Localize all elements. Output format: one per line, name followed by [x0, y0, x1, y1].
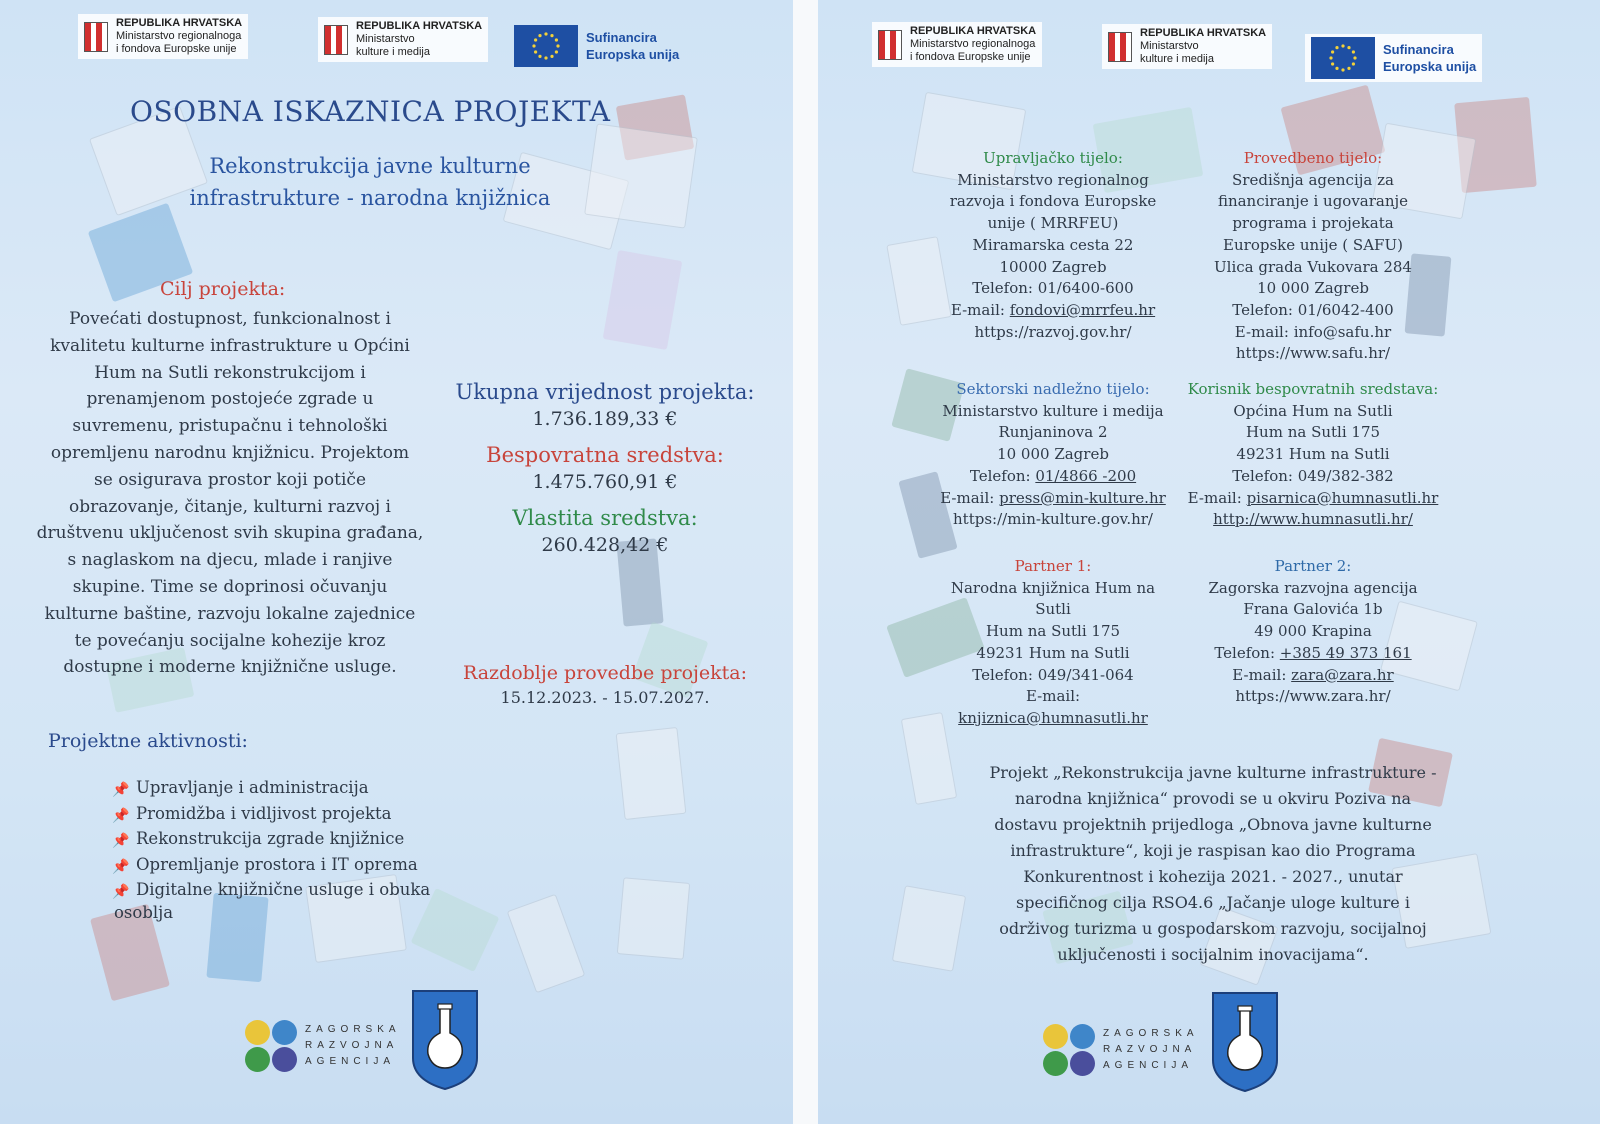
- ministry-line: i fondova Europske unije: [116, 43, 237, 55]
- book-illustration: [584, 123, 698, 228]
- goal-line: kvalitetu kulturne infrastrukture u Općini: [50, 335, 410, 356]
- book-illustration: [616, 727, 687, 820]
- description-line: uključenosti i socijalnim inovacijama“.: [1057, 945, 1369, 964]
- hum-na-sutli-coat-of-arms-icon: [1210, 990, 1280, 1094]
- project-subtitle: [160, 150, 580, 214]
- description-line: infrastrukture“, koji je raspisan kao dio Programa: [1010, 841, 1416, 860]
- email-link[interactable]: fondovi@mrrfeu.hr: [1009, 300, 1156, 319]
- phone-line: [1178, 643, 1448, 665]
- republic-label: REPUBLIKA HRVATSKA: [910, 25, 1037, 37]
- list-item: [112, 801, 430, 827]
- email-label: E-mail:: [940, 488, 1000, 507]
- info-line: Runjaninova 2: [998, 423, 1108, 442]
- info-line: 10 000 Zagreb: [997, 445, 1109, 464]
- info-line: Telefon: 01/6042-400: [1232, 300, 1394, 319]
- zra-text-line: RAZVOJNA: [1103, 1044, 1197, 1055]
- email-label: E-mail:: [1232, 665, 1292, 684]
- hum-na-sutli-coat-of-arms-icon: [410, 988, 480, 1092]
- goal-text: [25, 306, 435, 681]
- phone-link[interactable]: +385 49 373 161: [1279, 643, 1412, 662]
- web-link[interactable]: https://www.safu.hr/: [1235, 344, 1391, 363]
- ministry-regional-logo: [872, 22, 1042, 67]
- ministry-line: kulture i medija: [356, 46, 430, 58]
- eu-flag-icon: [514, 25, 578, 67]
- email-line: [1178, 665, 1448, 687]
- republic-label: REPUBLIKA HRVATSKA: [1140, 27, 1267, 39]
- partner-1-heading: Partner 1:: [1014, 557, 1092, 575]
- eu-label: Sufinancira: [586, 30, 657, 45]
- ministry-regional-logo: [78, 14, 248, 59]
- goal-line: kulturne baštine, razvoju lokalne zajednice: [44, 603, 416, 624]
- own-funds-label: Vlastita sredstva:: [512, 506, 698, 530]
- republic-label: REPUBLIKA HRVATSKA: [116, 17, 243, 29]
- phone-label: Telefon:: [969, 466, 1036, 485]
- email-line: [918, 300, 1188, 322]
- info-line: 49231 Hum na Sutli: [1236, 445, 1390, 464]
- web-link[interactable]: https://razvoj.gov.hr/: [974, 322, 1132, 341]
- zra-dots-icon: [1043, 1024, 1095, 1076]
- own-funds-value: 260.428,42 €: [541, 534, 669, 556]
- zra-dot: [272, 1047, 297, 1072]
- info-line: Hum na Sutli 175: [985, 622, 1121, 641]
- info-line: Narodna knjižnica Hum na: [950, 578, 1156, 597]
- own-funds-block: [440, 506, 770, 556]
- email-link[interactable]: press@min-kulture.hr: [999, 488, 1166, 507]
- zra-dot: [1070, 1051, 1095, 1076]
- ministry-line: i fondova Europske unije: [910, 51, 1031, 63]
- info-line: 49 000 Krapina: [1254, 622, 1372, 641]
- description-line: narodna knjižnica“ provodi se u okviru Poziva na: [1014, 789, 1412, 808]
- zra-text-line: ZAGORSKA: [305, 1024, 401, 1035]
- ministry-line: Ministarstvo regionalnoga: [910, 38, 1036, 50]
- goal-line: društvenu uključenost svih skupina građana,: [36, 523, 424, 544]
- pushpin-icon: 📌: [112, 833, 130, 849]
- book-illustration: [603, 250, 683, 350]
- goal-line: Hum na Sutli rekonstrukcijom i: [94, 362, 366, 383]
- period-block: [440, 662, 770, 707]
- email-line: [1178, 322, 1448, 344]
- sectoral-body-heading: Sektorski nadležno tijelo:: [956, 380, 1150, 398]
- email-link[interactable]: zara@zara.hr: [1291, 665, 1394, 684]
- grant-block: [440, 443, 770, 493]
- zagorska-razvojna-agencija-logo: [1043, 1024, 1199, 1076]
- period-label: Razdoblje provedbe projekta:: [462, 662, 748, 684]
- grant-value: 1.475.760,91 €: [532, 471, 678, 493]
- eu-label: Sufinancira: [1383, 42, 1454, 57]
- info-line: E-mail:: [1025, 687, 1081, 706]
- goal-line: dostupne i moderne knjižnične usluge.: [63, 657, 397, 678]
- activity-label: Promidžba i vidljivost projekta: [136, 803, 392, 823]
- document-title: OSOBNA ISKAZNICA PROJEKTA: [130, 95, 611, 128]
- beneficiary-heading: Korisnik bespovratnih sredstava:: [1187, 380, 1439, 398]
- list-item: [112, 826, 430, 852]
- description-line: dostavu projektnih prijedloga „Obnova javne kulturne: [994, 815, 1432, 834]
- info-line: Ministarstvo kulture i medija: [942, 401, 1164, 420]
- goal-line: suvremenu, pristupačnu i tehnološki: [72, 416, 388, 437]
- info-line: Ministarstvo regionalnog: [957, 170, 1149, 189]
- phone-link[interactable]: 01/4866 -200: [1035, 466, 1137, 485]
- ministry-line: kulture i medija: [1140, 53, 1214, 65]
- info-line: Središnja agencija za: [1232, 170, 1394, 189]
- info-line: Zagorska razvojna agencija: [1208, 578, 1418, 597]
- info-line: 10000 Zagreb: [999, 257, 1107, 276]
- eu-label: Europska unija: [1383, 59, 1477, 74]
- info-line: Europske unije ( SAFU): [1223, 235, 1403, 254]
- list-item: [112, 852, 430, 878]
- subtitle-line: Rekonstrukcija javne kulturne: [209, 154, 531, 178]
- info-line: Miramarska cesta 22: [972, 235, 1134, 254]
- description-line: specifičnog cilja RSO4.6 „Jačanje uloge kulture i: [1016, 893, 1410, 912]
- info-line: Hum na Sutli 175: [1245, 423, 1381, 442]
- implementing-body-heading: Provedbeno tijelo:: [1243, 149, 1383, 167]
- email-link[interactable]: info@safu.hr: [1293, 322, 1392, 341]
- phone-label: Telefon:: [1214, 643, 1280, 662]
- project-description: [933, 760, 1493, 968]
- zra-dot: [1070, 1024, 1095, 1049]
- activity-label: Rekonstrukcija zgrade knjižnice: [136, 829, 405, 848]
- ministry-culture-logo: [318, 17, 488, 62]
- goal-heading: Cilj projekta:: [160, 278, 286, 300]
- info-line: 49231 Hum na Sutli: [976, 643, 1130, 662]
- description-line: održivog turizma u gospodarskom razvoju, socijalnoj: [999, 919, 1427, 938]
- beneficiary-block: [1178, 379, 1448, 531]
- total-value-label: Ukupna vrijednost projekta:: [455, 380, 755, 404]
- goal-line: te povećanju socijalne kohezije kroz: [74, 630, 386, 651]
- info-line: Ulica grada Vukovara 284: [1214, 257, 1412, 276]
- activities-heading: Projektne aktivnosti:: [48, 730, 248, 752]
- info-line: razvoja i fondova Europske: [949, 192, 1157, 211]
- ministry-culture-logo: [1102, 24, 1272, 69]
- book-illustration: [507, 894, 586, 994]
- eu-label: Europska unija: [586, 47, 680, 62]
- managing-authority-block: [918, 148, 1188, 343]
- list-item: [112, 775, 430, 801]
- grant-label: Bespovratna sredstva:: [486, 443, 724, 467]
- email-line: [1178, 488, 1448, 510]
- pushpin-icon: 📌: [112, 858, 130, 875]
- goal-line: se osigurava prostor koji potiče: [94, 469, 366, 490]
- email-label: E-mail:: [950, 300, 1010, 319]
- zra-text-line: AGENCIJA: [1103, 1060, 1194, 1071]
- activity-label: Opremljanje prostora i IT oprema: [136, 854, 418, 874]
- info-line: Telefon: 01/6400-600: [972, 279, 1134, 298]
- croatian-coat-of-arms-icon: [1108, 32, 1132, 62]
- croatian-coat-of-arms-icon: [324, 25, 348, 55]
- description-line: Konkurentnost i kohezija 2021. - 2027., unutar: [1023, 867, 1403, 886]
- goal-line: prenamjenom postojeće zgrade u: [86, 389, 374, 410]
- ministry-line: Ministarstvo: [1140, 40, 1199, 52]
- info-line: programa i projekata: [1232, 214, 1394, 233]
- zra-dots-icon: [245, 1020, 297, 1072]
- goal-line: obrazovanje, čitanje, kulturni razvoj i: [69, 496, 391, 517]
- book-illustration: [617, 877, 690, 960]
- implementing-body-block: [1178, 148, 1448, 365]
- activity-label: Digitalne knjižnične usluge i obuka: [136, 880, 431, 899]
- email-link[interactable]: pisarnica@humnasutli.hr: [1246, 488, 1439, 507]
- zra-text-line: ZAGORSKA: [1103, 1028, 1199, 1039]
- web-link[interactable]: https://www.zara.hr/: [1235, 687, 1391, 706]
- email-label: E-mail:: [1234, 322, 1294, 341]
- eu-cofinanced-logo: [508, 22, 685, 70]
- croatian-coat-of-arms-icon: [84, 22, 108, 52]
- info-line: Općina Hum na Sutli: [1233, 401, 1393, 420]
- partner-2-heading: Partner 2:: [1274, 557, 1352, 575]
- zra-dot: [1043, 1024, 1068, 1049]
- ministry-line: Ministarstvo regionalnoga: [116, 30, 242, 42]
- right-page: [818, 0, 1600, 1124]
- activities-list: [112, 775, 430, 903]
- zra-dot: [245, 1047, 270, 1072]
- sectoral-body-block: [918, 379, 1188, 531]
- zra-text-line: RAZVOJNA: [305, 1040, 399, 1051]
- info-line: Telefon: 049/341-064: [972, 665, 1134, 684]
- zra-dot: [1043, 1051, 1068, 1076]
- goal-line: Povećati dostupnost, funkcionalnost i: [69, 309, 391, 329]
- pushpin-icon: 📌: [112, 807, 130, 824]
- email-line: [918, 488, 1188, 510]
- zra-dot: [245, 1020, 270, 1045]
- zagorska-razvojna-agencija-logo: [245, 1020, 401, 1072]
- eu-cofinanced-logo: [1305, 34, 1482, 82]
- web-link[interactable]: http://www.humnasutli.hr/: [1213, 510, 1413, 529]
- activity-tail: osoblja: [114, 903, 174, 922]
- zra-dot: [272, 1020, 297, 1045]
- goal-line: opremljenu narodnu knjižnicu. Projektom: [50, 442, 410, 463]
- activity-label: Upravljanje i administracija: [136, 778, 369, 797]
- period-value: 15.12.2023. - 15.07.2027.: [500, 688, 710, 707]
- partner-2-block: [1178, 556, 1448, 708]
- partner-1-block: [918, 556, 1188, 730]
- left-page: [0, 0, 793, 1124]
- info-line: Sutli: [1035, 600, 1071, 619]
- list-item: [112, 877, 430, 903]
- info-line: unije ( MRRFEU): [987, 214, 1119, 233]
- total-value-block: [440, 380, 770, 430]
- eu-flag-icon: [1311, 37, 1375, 79]
- croatian-coat-of-arms-icon: [878, 30, 902, 60]
- info-line: Frana Galovića 1b: [1243, 600, 1383, 619]
- zra-text-line: AGENCIJA: [305, 1056, 396, 1067]
- info-line: Telefon: 049/382-382: [1232, 466, 1394, 485]
- total-value: 1.736.189,33 €: [532, 408, 678, 430]
- pushpin-icon: 📌: [112, 884, 130, 900]
- description-line: Projekt „Rekonstrukcija javne kulturne infrastrukture -: [989, 763, 1437, 782]
- info-line: 10 000 Zagreb: [1257, 279, 1369, 298]
- ministry-line: Ministarstvo: [356, 33, 415, 45]
- republic-label: REPUBLIKA HRVATSKA: [356, 20, 483, 32]
- managing-authority-heading: Upravljačko tijelo:: [983, 149, 1123, 167]
- email-label: E-mail:: [1187, 488, 1247, 507]
- phone-line: [918, 466, 1188, 488]
- web-link[interactable]: https://min-kulture.gov.hr/: [953, 510, 1153, 529]
- pushpin-icon: 📌: [112, 782, 130, 798]
- subtitle-line: infrastrukture - narodna knjižnica: [189, 186, 551, 210]
- book-illustration: [206, 893, 268, 982]
- goal-line: s naglaskom na djecu, mlade i ranjive: [67, 550, 393, 571]
- goal-line: skupine. Time se doprinosi očuvanju: [72, 576, 388, 597]
- email-link[interactable]: knjiznica@humnasutli.hr: [958, 708, 1148, 727]
- info-line: financiranje i ugovaranje: [1217, 192, 1409, 211]
